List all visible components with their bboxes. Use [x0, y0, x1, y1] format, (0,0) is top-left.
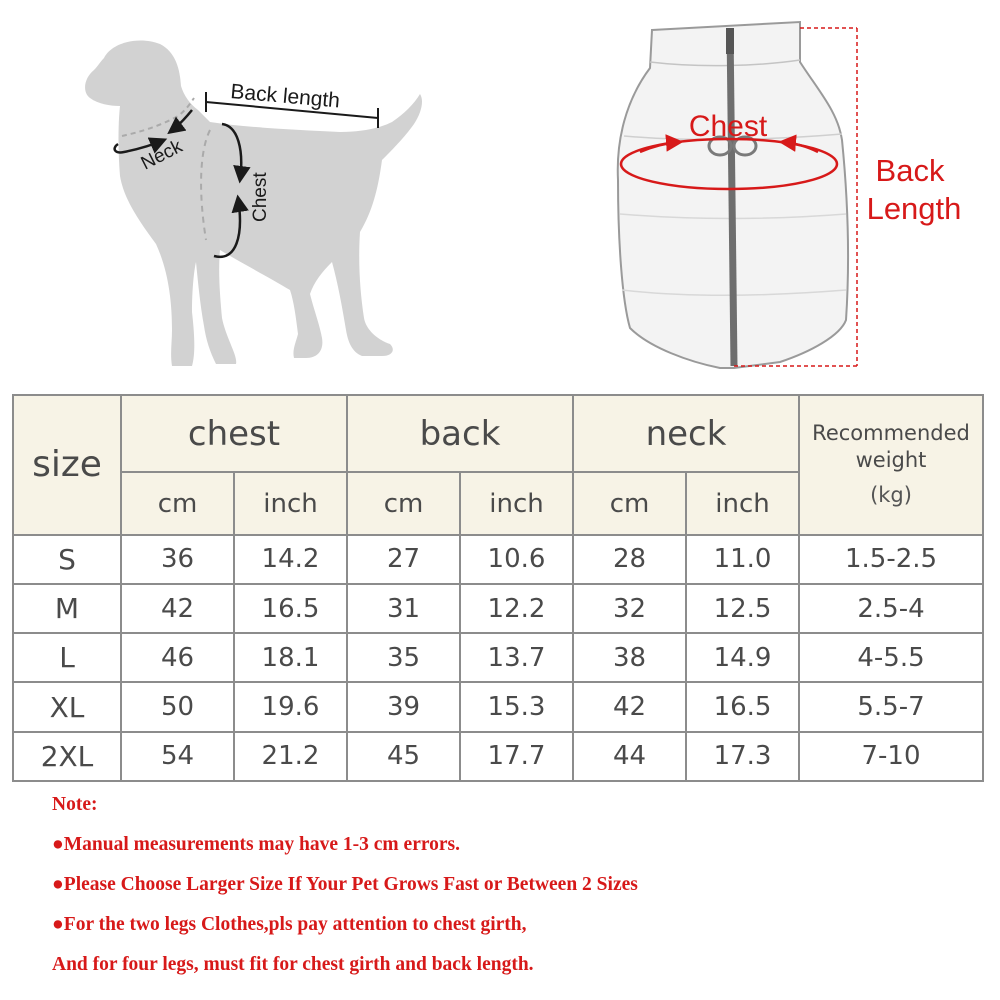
vest-back-label: Back — [875, 153, 945, 188]
weight-cell: 1.5-2.5 — [799, 535, 983, 584]
weight-label: weight — [855, 448, 927, 473]
chest-cm-cell: 50 — [121, 682, 234, 731]
neck-inch-cell: 14.9 — [686, 633, 799, 682]
back-cm-cell: 45 — [347, 732, 460, 781]
chest-cm-cell: 42 — [121, 584, 234, 633]
back-header: back — [347, 395, 573, 472]
back-inch-cell: 10.6 — [460, 535, 573, 584]
neck-cm-cell: 28 — [573, 535, 686, 584]
note-title: Note: — [52, 794, 98, 815]
back-cm-cell: 39 — [347, 682, 460, 731]
neck-header: neck — [573, 395, 799, 472]
back-inch-cell: 13.7 — [460, 633, 573, 682]
size-cell: L — [13, 633, 121, 682]
recommended-weight-header — [799, 395, 983, 535]
back-cm-cell: 35 — [347, 633, 460, 682]
vest-chest-label: Chest — [688, 110, 768, 143]
size-chart-table — [12, 394, 984, 782]
table-row — [13, 682, 983, 731]
chest-inch-cell: 18.1 — [234, 633, 347, 682]
size-header: size — [13, 395, 121, 535]
vest-illustration-icon — [618, 22, 848, 368]
size-cell: S — [13, 535, 121, 584]
neck-inch-cell: 11.0 — [686, 535, 799, 584]
note-line: ●Please Choose Larger Size If Your Pet Grows Fast or Between 2 Sizes — [52, 874, 638, 895]
dog-chest-label: Chest — [250, 172, 271, 222]
measurement-illustrations — [0, 0, 1000, 395]
dog-neck-label: Neck — [137, 136, 186, 175]
back-cm-cell: 27 — [347, 535, 460, 584]
chest-inch-cell: 19.6 — [234, 682, 347, 731]
unit-header: cm — [347, 472, 460, 534]
vest-length-label: Length — [866, 191, 962, 226]
table-row — [13, 633, 983, 682]
weight-cell: 5.5-7 — [799, 682, 983, 731]
size-cell: 2XL — [13, 732, 121, 781]
table-row — [13, 584, 983, 633]
unit-header: inch — [234, 472, 347, 534]
note-line: And for four legs, must fit for chest girth and back length. — [52, 954, 534, 975]
dog-back-length-label: Back length — [229, 80, 341, 113]
recommended-label: Recommended — [812, 421, 970, 446]
chest-inch-cell: 14.2 — [234, 535, 347, 584]
back-inch-cell: 12.2 — [460, 584, 573, 633]
chest-cm-cell: 36 — [121, 535, 234, 584]
size-cell: M — [13, 584, 121, 633]
back-cm-cell: 31 — [347, 584, 460, 633]
neck-cm-cell: 38 — [573, 633, 686, 682]
kg-unit-label: (kg) — [870, 483, 912, 508]
neck-inch-cell: 16.5 — [686, 682, 799, 731]
chest-cm-cell: 46 — [121, 633, 234, 682]
unit-header: cm — [573, 472, 686, 534]
unit-header: cm — [121, 472, 234, 534]
weight-cell: 7-10 — [799, 732, 983, 781]
weight-cell: 2.5-4 — [799, 584, 983, 633]
table-header-row — [13, 395, 983, 472]
neck-inch-cell: 17.3 — [686, 732, 799, 781]
chest-inch-cell: 16.5 — [234, 584, 347, 633]
chest-cm-cell: 54 — [121, 732, 234, 781]
table-row — [13, 732, 983, 781]
note-line: ●For the two legs Clothes,pls pay attention to chest girth, — [52, 914, 527, 935]
notes-section — [52, 790, 992, 990]
back-inch-cell: 15.3 — [460, 682, 573, 731]
chest-inch-cell: 21.2 — [234, 732, 347, 781]
weight-cell: 4-5.5 — [799, 633, 983, 682]
neck-cm-cell: 32 — [573, 584, 686, 633]
size-cell: XL — [13, 682, 121, 731]
table-row — [13, 535, 983, 584]
back-inch-cell: 17.7 — [460, 732, 573, 781]
neck-inch-cell: 12.5 — [686, 584, 799, 633]
unit-header: inch — [460, 472, 573, 534]
unit-header: inch — [686, 472, 799, 534]
note-line: ●Manual measurements may have 1-3 cm errors. — [52, 834, 461, 855]
neck-cm-cell: 42 — [573, 682, 686, 731]
chest-header: chest — [121, 395, 347, 472]
neck-cm-cell: 44 — [573, 732, 686, 781]
